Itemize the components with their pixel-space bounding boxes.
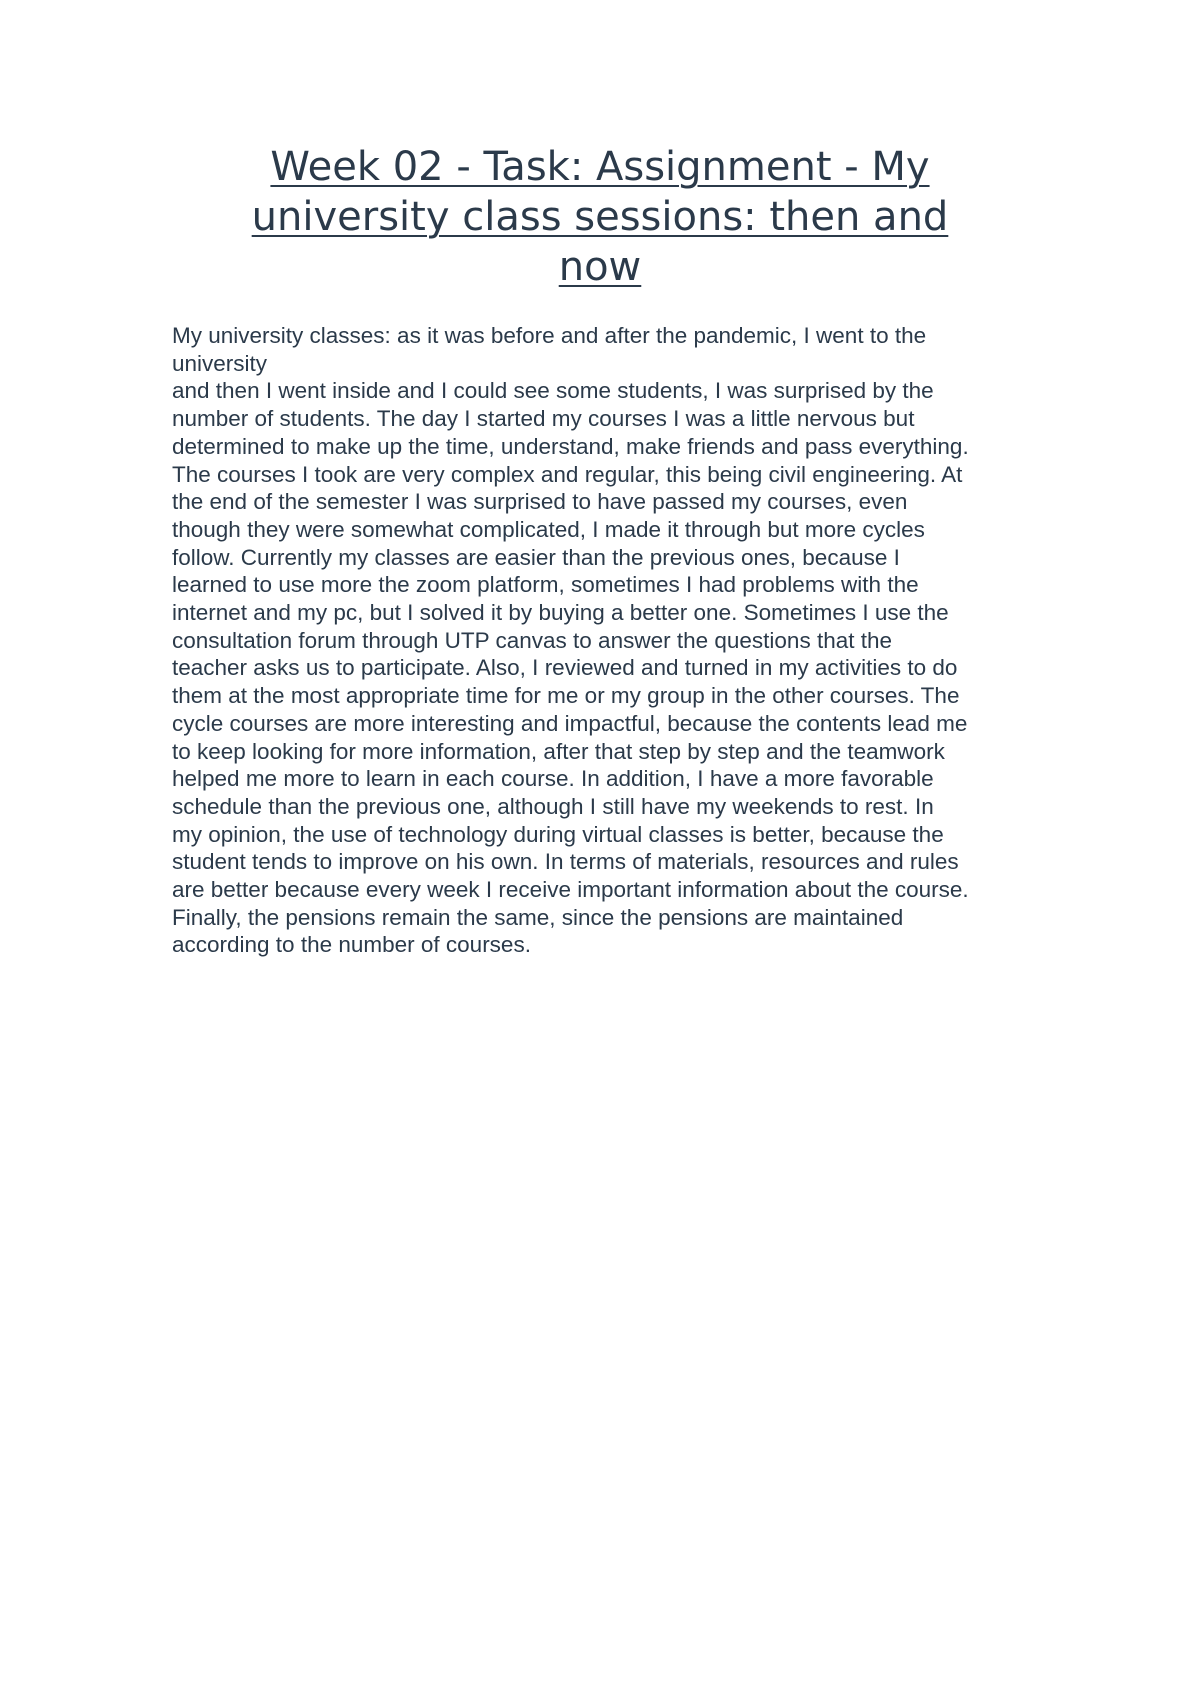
body-line: number of students. The day I started my courses I was a little nervous but: [172, 406, 915, 432]
body-line: consultation forum through UTP canvas to answer the questions that the: [172, 627, 892, 653]
document-title: [170, 142, 1030, 292]
body-line: cycle courses are more interesting and impactful, because the contents lead me: [172, 710, 968, 736]
body-line: though they were somewhat complicated, I made it through but more cycles: [172, 516, 925, 542]
title-line: now: [558, 244, 642, 290]
body-line: to keep looking for more information, after that step by step and the teamwork: [172, 738, 945, 764]
body-line: according to the number of courses.: [172, 932, 531, 958]
body-line: the end of the semester I was surprised to have passed my courses, even: [172, 489, 908, 515]
title-line: Week 02 - Task: Assignment - My: [270, 144, 930, 190]
body-line: learned to use more the zoom platform, sometimes I had problems with the: [172, 572, 919, 598]
body-line: teacher asks us to participate. Also, I reviewed and turned in my activities to do: [172, 655, 958, 681]
document-body: [172, 322, 1042, 959]
body-line: follow. Currently my classes are easier than the previous ones, because I: [172, 544, 900, 570]
body-line: My university classes: as it was before and after the pandemic, I went to the: [172, 323, 927, 348]
body-line: internet and my pc, but I solved it by buying a better one. Sometimes I use the: [172, 600, 949, 626]
body-line: my opinion, the use of technology during virtual classes is better, because the: [172, 821, 944, 847]
body-line: Finally, the pensions remain the same, since the pensions are maintained: [172, 904, 904, 930]
body-line: student tends to improve on his own. In terms of materials, resources and rules: [172, 849, 959, 875]
body-line: The courses I took are very complex and regular, this being civil engineering. At: [172, 461, 963, 487]
body-line: and then I went inside and I could see some students, I was surprised by the: [172, 378, 934, 404]
body-line: them at the most appropriate time for me or my group in the other courses. The: [172, 683, 960, 709]
body-line: university: [172, 350, 268, 376]
title-line: university class sessions: then and: [251, 194, 949, 240]
body-line: are better because every week I receive important information about the course.: [172, 877, 969, 903]
body-line: schedule than the previous one, although I still have my weekends to rest. In: [172, 793, 934, 819]
body-line: helped me more to learn in each course. In addition, I have a more favorable: [172, 766, 934, 792]
body-line: determined to make up the time, understand, make friends and pass everything.: [172, 433, 969, 459]
